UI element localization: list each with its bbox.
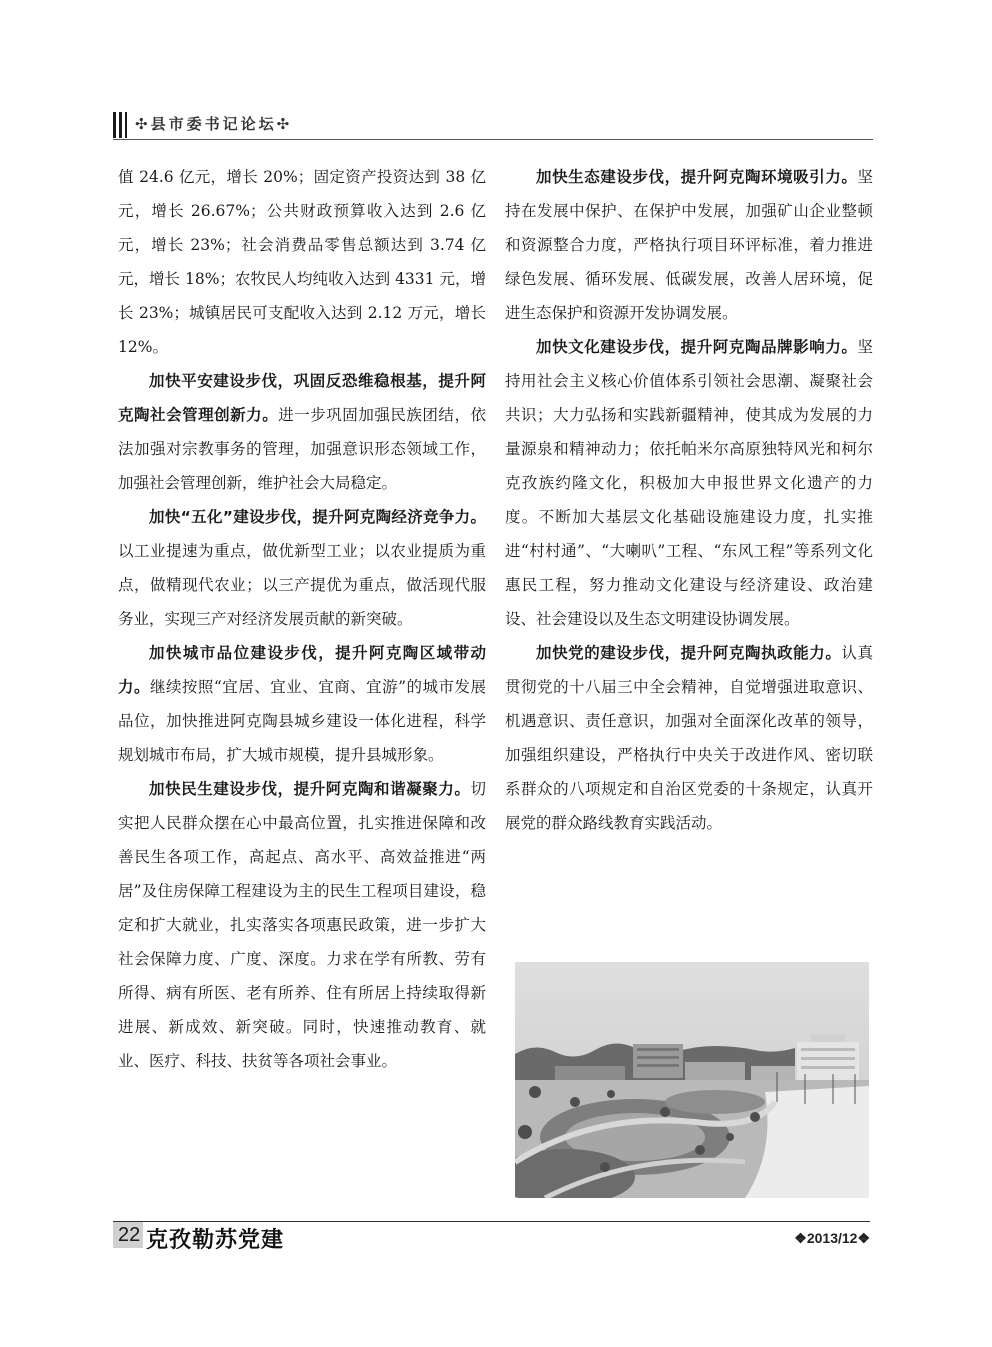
paragraph: 值 24.6 亿元，增长 20%；固定资产投资达到 38 亿元，增长 26.67%；公共财政预算收入达到 2.6 亿元，增长 23%；社会消费品零售总额达到 3.74 亿元，增长 18%；农牧民人均纯收入达到 4331 元，增长 23%；城镇居民可支配收入达到 2.12 万元，增长 12%。: [118, 168, 486, 356]
section-title: ✣县市委书记论坛✣: [135, 115, 293, 133]
paragraph-lead: 加快党的建设步伐，提升阿克陶执政能力。: [536, 644, 842, 662]
running-header: [113, 112, 873, 138]
right-column: [505, 160, 873, 840]
paragraph-lead: 加快平安建设步伐，巩固反恐维稳根基，提升阿克陶社会管理创新力。: [118, 372, 486, 424]
paragraph: 加快“五化”建设步伐，提升阿克陶经济竞争力。以工业提速为重点，做优新型工业；以农业提质为重点，做精现代农业；以三产提优为重点，做活现代服务业，实现三产对经济发展贡献的新突破。: [118, 508, 486, 628]
paragraph: 加快文化建设步伐，提升阿克陶品牌影响力。坚持用社会主义核心价值体系引领社会思潮、凝聚社会共识；大力弘扬和实践新疆精神，使其成为发展的力量源泉和精神动力；依托帕米尔高原独特风光和柯尔克孜族约隆文化，积极加大申报世界文化遗产的力度。不断加大基层文化基础设施建设力度，扎实推进“村村通”、“大喇叭”工程、“东风工程”等系列文化惠民工程，努力推动文化建设与经济建设、政治建设、社会建设以及生态文明建设协调发展。: [505, 338, 873, 628]
paragraph-lead: 加快生态建设步伐，提升阿克陶环境吸引力。: [536, 168, 858, 186]
header-bars-decoration: [113, 112, 129, 138]
paragraph-lead: 加快“五化”建设步伐，提升阿克陶经济竞争力。: [149, 508, 486, 526]
left-column: [118, 160, 486, 1078]
issue-label: ❖2013/12❖: [794, 1230, 870, 1246]
paragraph-lead: 加快城市品位建设步伐，提升阿克陶区域带动力。: [118, 644, 486, 696]
paragraph: 加快生态建设步伐，提升阿克陶环境吸引力。坚持在发展中保护、在保护中发展，加强矿山企业整顿和资源整合力度，严格执行项目环评标准，着力推进绿色发展、循环发展、低碳发展，改善人居环境，促进生态保护和资源开发协调发展。: [505, 168, 873, 322]
paragraph-lead: 加快民生建设步伐，提升阿克陶和谐凝聚力。: [149, 780, 471, 798]
page-number: 22: [118, 1224, 141, 1246]
town-square-photo: [515, 962, 869, 1198]
paragraph: 加快平安建设步伐，巩固反恐维稳根基，提升阿克陶社会管理创新力。进一步巩固加强民族团结，依法加强对宗教事务的管理，加强意识形态领域工作，加强社会管理创新，维护社会大局稳定。: [118, 372, 486, 492]
paragraph: 加快民生建设步伐，提升阿克陶和谐凝聚力。切实把人民群众摆在心中最高位置，扎实推进保障和改善民生各项工作，高起点、高水平、高效益推进“两居”及住房保障工程建设为主的民生工程项目建设，稳定和扩大就业，扎实落实各项惠民政策，进一步扩大社会保障力度、广度、深度。力求在学有所教、劳有所得、病有所医、老有所养、住有所居上持续取得新进展、新成效、新突破。同时，快速推动教育、就业、医疗、科技、扶贫等各项社会事业。: [118, 780, 486, 1070]
footer-rule: [113, 1221, 870, 1222]
magazine-name: 克孜勒苏党建: [146, 1228, 285, 1253]
paragraph: 加快党的建设步伐，提升阿克陶执政能力。认真贯彻党的十八届三中全会精神，自觉增强进取意识、机遇意识、责任意识，加强对全面深化改革的领导，加强组织建设，严格执行中央关于改进作风、密切联系群众的八项规定和自治区党委的十条规定，认真开展党的群众路线教育实践活动。: [505, 644, 873, 832]
paragraph: 加快城市品位建设步伐，提升阿克陶区域带动力。继续按照“宜居、宜业、宜商、宜游”的城市发展品位，加快推进阿克陶县城乡建设一体化进程，科学规划城市布局，扩大城市规模，提升县城形象。: [118, 644, 486, 764]
header-rule: [113, 139, 873, 140]
paragraph-lead: 加快文化建设步伐，提升阿克陶品牌影响力。: [536, 338, 858, 356]
